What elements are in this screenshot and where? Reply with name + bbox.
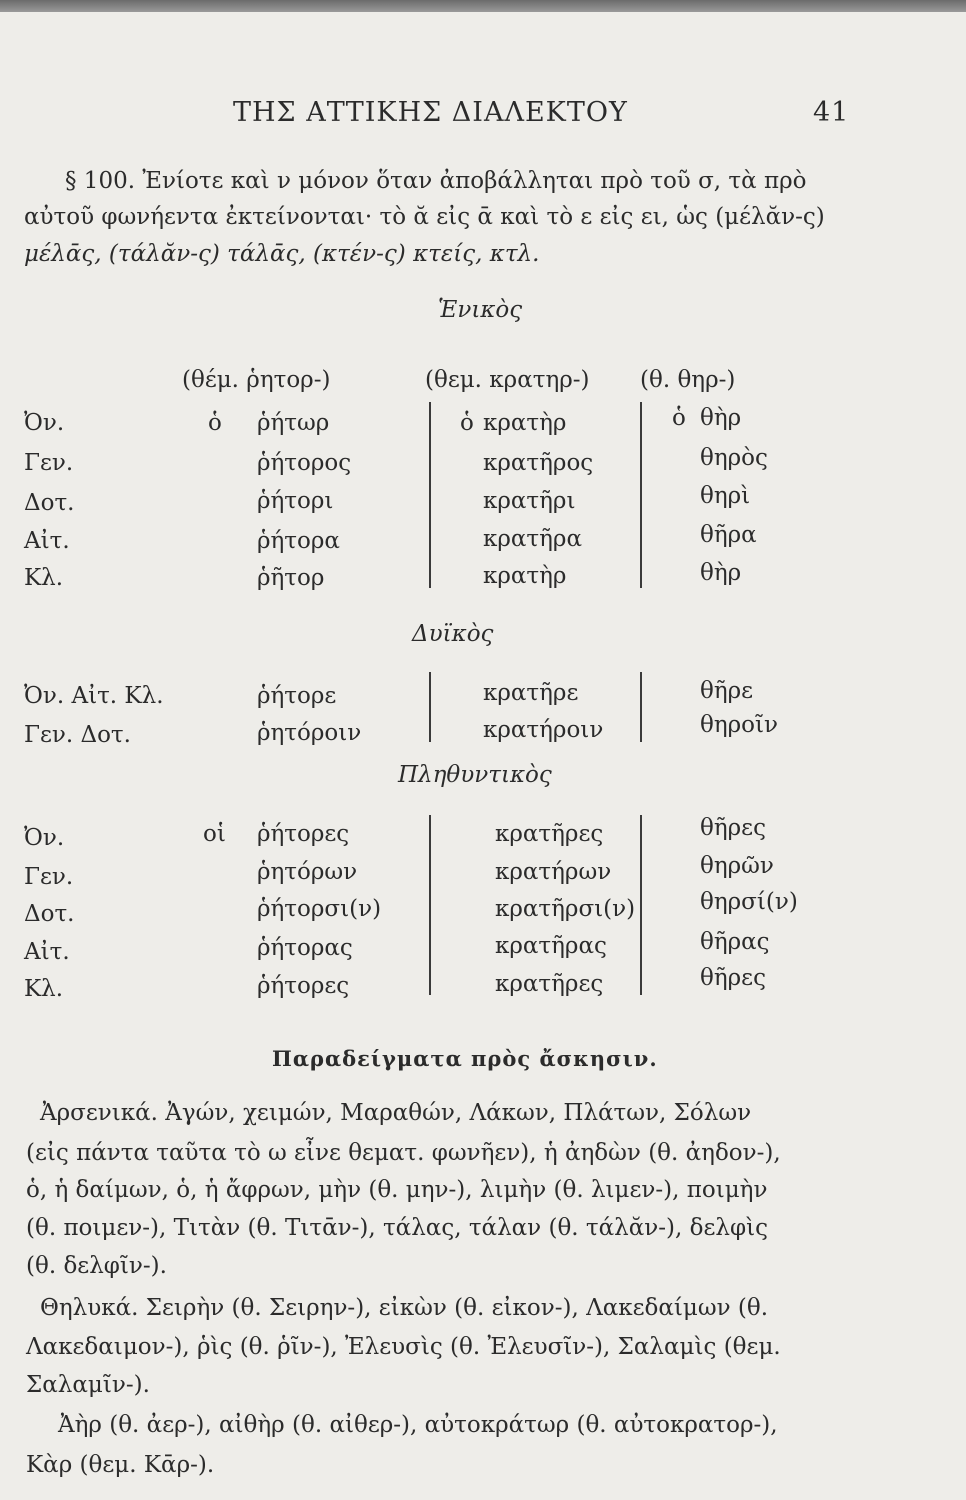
case-label: Κλ. [24, 565, 64, 591]
form-rhetor: ῥήτορσι(ν) [257, 896, 382, 922]
form-ther: θῆρες [700, 965, 766, 991]
form-ther: θηρῶν [700, 853, 774, 879]
form-rhetor: ῥήτορι [257, 488, 334, 514]
form-rhetor: ῥήτορα [257, 528, 340, 554]
article-col3: ὁ [672, 405, 686, 431]
form-rhetor: ῥήτωρ [257, 410, 330, 436]
form-rhetor: ῥήτορες [257, 821, 350, 847]
form-ther: θῆρες [700, 815, 766, 841]
plural-article: οἱ [203, 821, 226, 847]
column-divider [429, 402, 431, 588]
exercise-line: Ἀρσενικά. Ἀγών, χειμών, Μαραθών, Λάκων, Πλάτων, Σόλων [40, 1100, 752, 1126]
form-rhetor: ῥήτορος [257, 450, 352, 476]
case-label: Ὀν. Αἰτ. Κλ. [24, 683, 164, 709]
form-krater: κρατῆρα [483, 526, 582, 552]
dual-title: Δυϊκὸς [412, 621, 494, 647]
running-header: ΤΗΣ ΑΤΤΙΚΗΣ ΔΙΑΛΕΚΤΟΥ [233, 97, 628, 128]
case-label: Δοτ. [24, 901, 75, 927]
case-label: Γεν. [24, 864, 74, 890]
case-label: Γεν. [24, 450, 74, 476]
stem-3: (θ. θηρ-) [640, 367, 736, 393]
exercises-title: Παραδείγματα πρὸς ἄσκησιν. [272, 1046, 658, 1071]
article-col2: ὁ [460, 410, 474, 436]
form-rhetor: ῥήτορας [257, 935, 353, 961]
case-label: Αἰτ. [24, 528, 70, 554]
column-divider [640, 672, 642, 742]
case-label: Δοτ. [24, 490, 75, 516]
exercise-line: Κὰρ (θεμ. Κᾱρ-). [26, 1452, 215, 1478]
form-krater: κρατήρων [495, 859, 612, 885]
form-krater: κρατῆρσι(ν) [495, 896, 636, 922]
case-label: Αἰτ. [24, 939, 70, 965]
form-ther: θῆρα [700, 522, 757, 548]
form-ther: θηρσί(ν) [700, 889, 798, 915]
form-rhetor: ῥητόροιν [257, 720, 362, 746]
exercise-line: Σαλαμῖν-). [26, 1372, 150, 1398]
form-ther: θὴρ [700, 560, 742, 586]
case-label: Ὀν. [24, 410, 65, 436]
form-krater: κρατὴρ [483, 563, 567, 589]
column-divider [429, 815, 431, 995]
form-krater: κρατῆρας [495, 933, 607, 959]
exercise-line: ὁ, ἡ δαίμων, ὁ, ἡ ἄφρων, μὴν (θ. μην-), λιμὴν (θ. λιμεν-), ποιμὴν [26, 1177, 768, 1203]
article-col1: ὁ [208, 410, 222, 436]
intro-line-2: αὐτοῦ φωνήεντα ἐκτείνονται· τὸ ᾰ εἰς ᾱ καὶ τὸ ε εἰς ει, ὡς (μέλᾰν-ς) [24, 204, 825, 230]
exercise-line: (θ. ποιμεν-), Τιτὰν (θ. Τιτᾱν-), τάλας, τάλαν (θ. τάλᾰν-), δελφὶς [26, 1215, 768, 1241]
scan-top-edge [0, 0, 966, 12]
exercise-line: Λακεδαιμον-), ῥὶς (θ. ῥῖν-), Ἐλευσὶς (θ. Ἐλευσῖν-), Σαλαμὶς (θεμ. [26, 1334, 781, 1360]
form-ther: θὴρ [700, 405, 742, 431]
form-ther: θῆρας [700, 929, 770, 955]
form-ther: θηρὸς [700, 445, 768, 471]
form-krater: κρατὴρ [483, 410, 567, 436]
intro-line-1: § 100. Ἐνίοτε καὶ ν μόνον ὅταν ἀποβάλληται πρὸ τοῦ σ, τὰ πρὸ [65, 168, 807, 194]
column-divider [640, 815, 642, 995]
form-ther: θηροῖν [700, 712, 778, 738]
case-label: Γεν. Δοτ. [24, 722, 131, 748]
case-label: Ὀν. [24, 825, 65, 851]
stem-2: (θεμ. κρατηρ-) [425, 367, 590, 393]
form-krater: κρατήροιν [483, 717, 604, 743]
form-rhetor: ῥῆτορ [257, 565, 325, 591]
form-rhetor: ῥήτορες [257, 973, 350, 999]
intro-line-3: μέλᾱς, (τάλᾰν-ς) τάλᾱς, (κτέν-ς) κτείς, κτλ. [24, 241, 540, 267]
form-ther: θῆρε [700, 678, 754, 704]
exercise-line: (εἰς πάντα ταῦτα τὸ ω εἶνε θεματ. φωνῆεν), ἡ ἀηδὼν (θ. ἀηδον-), [26, 1140, 781, 1166]
form-krater: κρατῆρος [483, 450, 594, 476]
stem-1: (θέμ. ῥητορ-) [182, 367, 331, 393]
column-divider [640, 402, 642, 588]
case-label: Κλ. [24, 976, 64, 1002]
column-divider [429, 672, 431, 742]
form-krater: κρατῆρες [495, 971, 604, 997]
form-ther: θηρὶ [700, 483, 751, 509]
exercise-line: (θ. δελφῖν-). [26, 1253, 167, 1279]
form-krater: κρατῆρε [483, 680, 579, 706]
plural-title: Πληθυντικὸς [398, 762, 552, 788]
form-krater: κρατῆρες [495, 821, 604, 847]
page-number: 41 [813, 97, 850, 128]
exercise-line: Ἀὴρ (θ. ἀερ-), αἰθὴρ (θ. αἰθερ-), αὐτοκράτωρ (θ. αὐτοκρατορ-), [58, 1412, 778, 1438]
form-rhetor: ῥητόρων [257, 859, 358, 885]
exercise-line: Θηλυκά. Σειρὴν (θ. Σειρην-), εἰκὼν (θ. εἰκον-), Λακεδαίμων (θ. [40, 1295, 769, 1321]
form-rhetor: ῥήτορε [257, 683, 337, 709]
singular-title: Ἑνικὸς [438, 297, 523, 323]
form-krater: κρατῆρι [483, 488, 576, 514]
